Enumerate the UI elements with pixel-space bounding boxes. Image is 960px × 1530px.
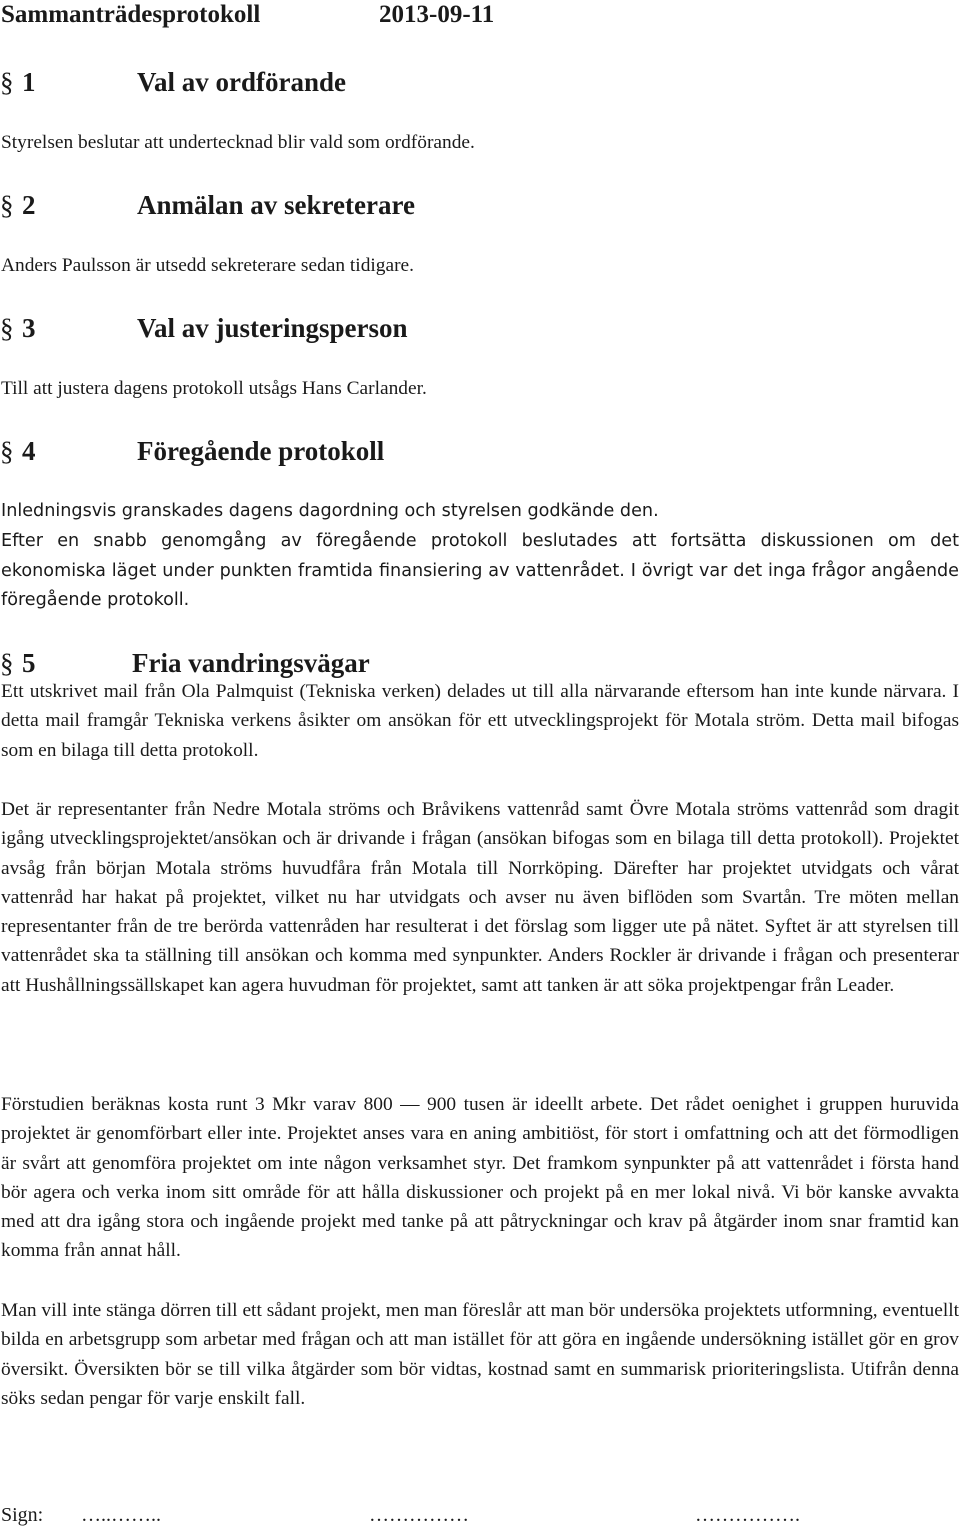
section-symbol: § bbox=[0, 190, 14, 220]
signature-label: Sign: bbox=[1, 1504, 44, 1526]
section-5-paragraph-2: Det är representanter från Nedre Motala ströms och Bråvikens vattenråd samt Övre Motala ströms vattenråd som dragit igång utvecklingsprojektet/ansökan och är drivande i frågan (ansökan bifogas som en bilaga till detta protokoll). Projektet avsåg från början Motala ströms huvudfåra från Motala till Norrköping. Därefter har projektet utvidgats och vårat vattenråd har hakat på projektet, vilket nu har utvidgats och avser nu även biflöden som Svartån. Tre möten mellan representanter från de tre berörda vattenråden har resulterat i det förslag som ligger ute på nätet. Syftet är att styrelsen till vattenrådet ska ta ställning till ansökan och komma med synpunkter. Anders Rockler är drivande i frågan och presenterar att Hushållningssällskapet kan agera huvudman för projektet, samt att tanken är att söka projektpengar från Leader. bbox=[1, 799, 959, 996]
section-5-paragraph-4: Man vill inte stänga dörren till ett sådant projekt, men man föreslår att man bör undersöka projektets utformning, eventuellt bilda en arbetsgrupp som arbetar med frågan och att man istället för att göra en ingående undersökning istället gör en grov översikt. Översikten bör se till vilka åtgärder som bör vidtas, kostnad samt en summarisk prioriteringslista. Utifrån denna söks sedan pengar för varje enskilt fall. bbox=[1, 1300, 959, 1409]
section-number: 1 bbox=[22, 67, 36, 97]
section-title: Val av ordförande bbox=[137, 67, 347, 97]
document-date: 2013-09-11 bbox=[379, 1, 495, 28]
section-5-paragraph-3: Förstudien beräknas kosta runt 3 Mkr varav 800 — 900 tusen är ideellt arbete. Det rådet oenighet i gruppen huruvida projektet är genomförbart eller inte. Projektet anses vara en aning ambitiöst, för stort i omfattning och att det förmodligen är svårt att genomföra projektet om inte någon verksamhet styr. Det framkom synpunkter på att vattenrådet i första hand bör agera och verka inom sitt område för att hålla diskussioner och projekt på en mer lokal nivå. Vi bör kanske avvakta med att dra igång stora och ingående projekt med tanke på att påtryckningar och krav på åtgärder inom snar framtid kan komma från annat håll. bbox=[1, 1094, 959, 1262]
signature-dots-2: …………… bbox=[369, 1504, 469, 1526]
section-4-paragraph-1: Inledningsvis granskades dagens dagordning och styrelsen godkände den. bbox=[1, 501, 659, 521]
section-symbol: § bbox=[0, 648, 14, 678]
section-symbol: § bbox=[0, 313, 14, 343]
section-number: 5 bbox=[22, 648, 36, 678]
document-header bbox=[1, 0, 495, 30]
section-title: Anmälan av sekreterare bbox=[137, 190, 415, 220]
section-symbol: § bbox=[0, 436, 14, 466]
section-title: Val av justeringsperson bbox=[137, 313, 408, 343]
section-number: 2 bbox=[22, 190, 36, 220]
section-number: 3 bbox=[22, 313, 36, 343]
signature-dots-1: …..…….. bbox=[81, 1504, 161, 1526]
document-title: Sammanträdesprotokoll bbox=[1, 1, 261, 28]
section-symbol: § bbox=[0, 67, 14, 97]
section-3-paragraph: Till att justera dagens protokoll utsågs Hans Carlander. bbox=[1, 378, 427, 399]
section-number: 4 bbox=[22, 436, 36, 466]
section-title: Föregående protokoll bbox=[137, 436, 385, 466]
section-4-paragraph-2: Efter en snabb genomgång av föregående protokoll beslutades att fortsätta diskussionen om det ekonomiska läget under punkten framtida finansiering av vattenrådet. I övrigt var det inga frågor angående föregående protokoll. bbox=[1, 531, 959, 610]
section-5-paragraph-1: Ett utskrivet mail från Ola Palmquist (Tekniska verken) delades ut till alla närvarande eftersom han inte kunde närvara. I detta mail framgår Tekniska verkens åsikter om ansökan för ett utvecklingsprojekt för Motala ström. Detta mail bifogas som en bilaga till detta protokoll. bbox=[1, 681, 959, 761]
signature-dots-3: ……………. bbox=[695, 1504, 800, 1526]
section-1-paragraph: Styrelsen beslutar att undertecknad blir vald som ordförande. bbox=[1, 132, 475, 153]
section-title: Fria vandringsvägar bbox=[132, 648, 370, 678]
section-2-paragraph: Anders Paulsson är utsedd sekreterare sedan tidigare. bbox=[1, 255, 414, 276]
